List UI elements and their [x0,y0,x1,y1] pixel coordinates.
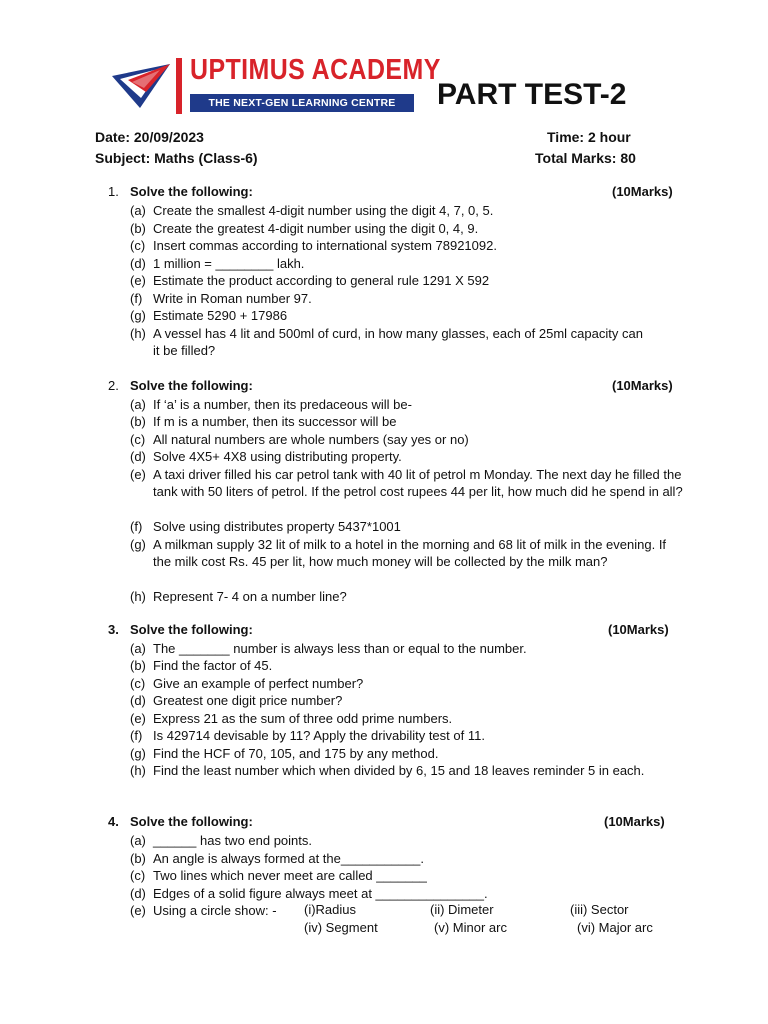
question-label: (d) [130,885,146,901]
question-item [130,255,690,273]
question-text: An angle is always formed at the___________. [153,850,425,866]
question-label: (d) [130,255,146,271]
question-label: (a) [130,640,146,656]
question-label: (b) [130,220,146,236]
question-label: (g) [130,745,146,761]
circle-part-item: (iii) Sector [570,902,629,917]
question-label: (d) [130,449,146,464]
question-text: Represent 7- 4 on a number line? [153,589,347,604]
question-text: Edges of a solid figure always meet at _______________. [153,885,488,901]
test-title: PART TEST-2 [437,78,627,111]
question-item [130,431,690,449]
question-text: Find the HCF of 70, 105, and 175 by any method. [153,745,439,761]
question-label: (b) [130,850,146,866]
question-item [130,727,690,745]
question-text: Express 21 as the sum of three odd prime numbers. [153,710,453,726]
question-item [130,518,690,536]
question-text: All natural numbers are whole numbers (say yes or no) [153,431,469,447]
circle-part-item: (vi) Major arc [577,920,653,935]
question-text: Insert commas according to international system 78921092. [153,238,497,253]
question-item [130,657,690,675]
exam-time: Time: 2 hour [547,129,631,145]
question-item [130,710,690,728]
section-number: 4. [108,814,119,829]
question-label: (h) [130,589,146,604]
question-text: Find the least number which when divided by 6, 15 and 18 leaves reminder 5 in each. [153,763,645,778]
brand-tagline: THE NEXT-GEN LEARNING CENTRE [190,94,414,112]
section-title: Solve the following: [130,184,253,199]
question-label: (h) [130,325,146,341]
question-text: A milkman supply 32 lit of milk to a hotel in the morning and 68 lit of milk in the evening. If the milk cost Rs. 45 per lit, how much money will be collected by the milk man? [153,536,667,569]
section-title: Solve the following: [130,378,253,393]
section-number: 2. [108,378,119,393]
question-text: Is 429714 devisable by 11? Apply the drivability test of 11. [153,728,485,743]
question-text: The _______ number is always less than or equal to the number. [153,640,527,656]
question-item [130,867,690,885]
question-item [130,272,690,290]
exam-date: Date: 20/09/2023 [95,129,204,145]
question-item [130,832,690,850]
question-label: (c) [130,675,146,691]
question-item [130,290,690,308]
question-item [130,675,690,693]
question-item [130,448,690,466]
question-item [130,692,690,710]
circle-part-item: (i)Radius [304,902,357,917]
question-label: (b) [130,414,146,429]
section-title: Solve the following: [130,622,253,637]
question-label: (f) [130,728,143,743]
section-number: 3. [108,622,119,637]
question-label: (d) [130,693,146,708]
question-text: 1 million = ________ lakh. [153,255,305,271]
question-label: (g) [130,536,146,552]
circle-part-item: (iv) Segment [304,920,378,935]
question-text: A vessel has 4 lit and 500ml of curd, in how many glasses, each of 25ml capacity can it be filled? [153,325,643,358]
question-item [130,902,330,920]
question-text: If m is a number, then its successor will be [153,414,397,429]
question-item [130,885,690,903]
question-item [130,413,690,431]
question-label: (e) [130,466,146,482]
question-text: A taxi driver filled his car petrol tank with 40 lit of petrol m Monday. The next day he filled the tank with 50 liters of petrol. If the petrol cost rupees 44 per lit, how much did he spend in all? [153,466,683,499]
question-item [130,588,690,606]
question-item [130,396,690,414]
logo-divider [176,58,182,114]
paper-plane-logo-icon [110,62,172,110]
question-label: (c) [130,238,146,253]
brand-name: UPTIMUS ACADEMY [190,54,441,86]
question-label: (h) [130,763,146,778]
question-text: Give an example of perfect number? [153,675,364,691]
section-marks: (10Marks) [612,184,673,199]
section-title: Solve the following: [130,814,253,829]
question-label: (a) [130,833,146,848]
question-label: (e) [130,273,146,288]
question-item [130,850,690,868]
question-item [130,202,690,220]
academy-logo [110,54,441,114]
section-marks: (10Marks) [604,814,665,829]
question-text: Solve using distributes property 5437*1001 [153,519,401,534]
question-text: Create the smallest 4-digit number using the digit 4, 7, 0, 5. [153,203,494,218]
question-label: (f) [130,519,143,534]
question-text: Write in Roman number 97. [153,290,312,306]
question-label: (f) [130,290,143,306]
question-item [130,325,650,360]
question-item [130,466,686,501]
question-item [130,307,690,325]
question-text: Two lines which never meet are called _______ [153,868,427,883]
question-label: (c) [130,431,146,447]
question-label: (b) [130,658,146,673]
question-item [130,220,690,238]
question-item [130,536,686,571]
question-item [130,640,690,658]
section-marks: (10Marks) [612,378,673,393]
section-number: 1. [108,184,119,199]
section-marks: (10Marks) [608,622,669,637]
question-text: If ‘a’ is a number, then its predaceous will be- [153,396,412,412]
question-text: Solve 4X5+ 4X8 using distributing property. [153,449,402,464]
circle-part-item: (v) Minor arc [434,920,507,935]
question-text: Estimate 5290 + 17986 [153,308,288,323]
question-item [130,745,690,763]
question-text: Using a circle show: - [153,903,277,918]
question-text: Greatest one digit price number? [153,693,343,708]
question-label: (c) [130,868,146,883]
exam-subject: Subject: Maths (Class-6) [95,150,258,166]
question-text: ______ has two end points. [153,833,313,848]
question-item [130,237,690,255]
circle-part-item: (ii) Dimeter [430,902,494,917]
question-label: (a) [130,203,146,218]
question-label: (a) [130,396,146,412]
question-label: (e) [130,903,146,918]
question-item [130,762,688,780]
question-label: (g) [130,308,146,323]
question-text: Estimate the product according to general rule 1291 X 592 [153,273,490,288]
question-text: Find the factor of 45. [153,658,273,673]
exam-total-marks: Total Marks: 80 [535,150,636,166]
question-label: (e) [130,710,146,726]
question-text: Create the greatest 4-digit number using the digit 0, 4, 9. [153,220,479,236]
